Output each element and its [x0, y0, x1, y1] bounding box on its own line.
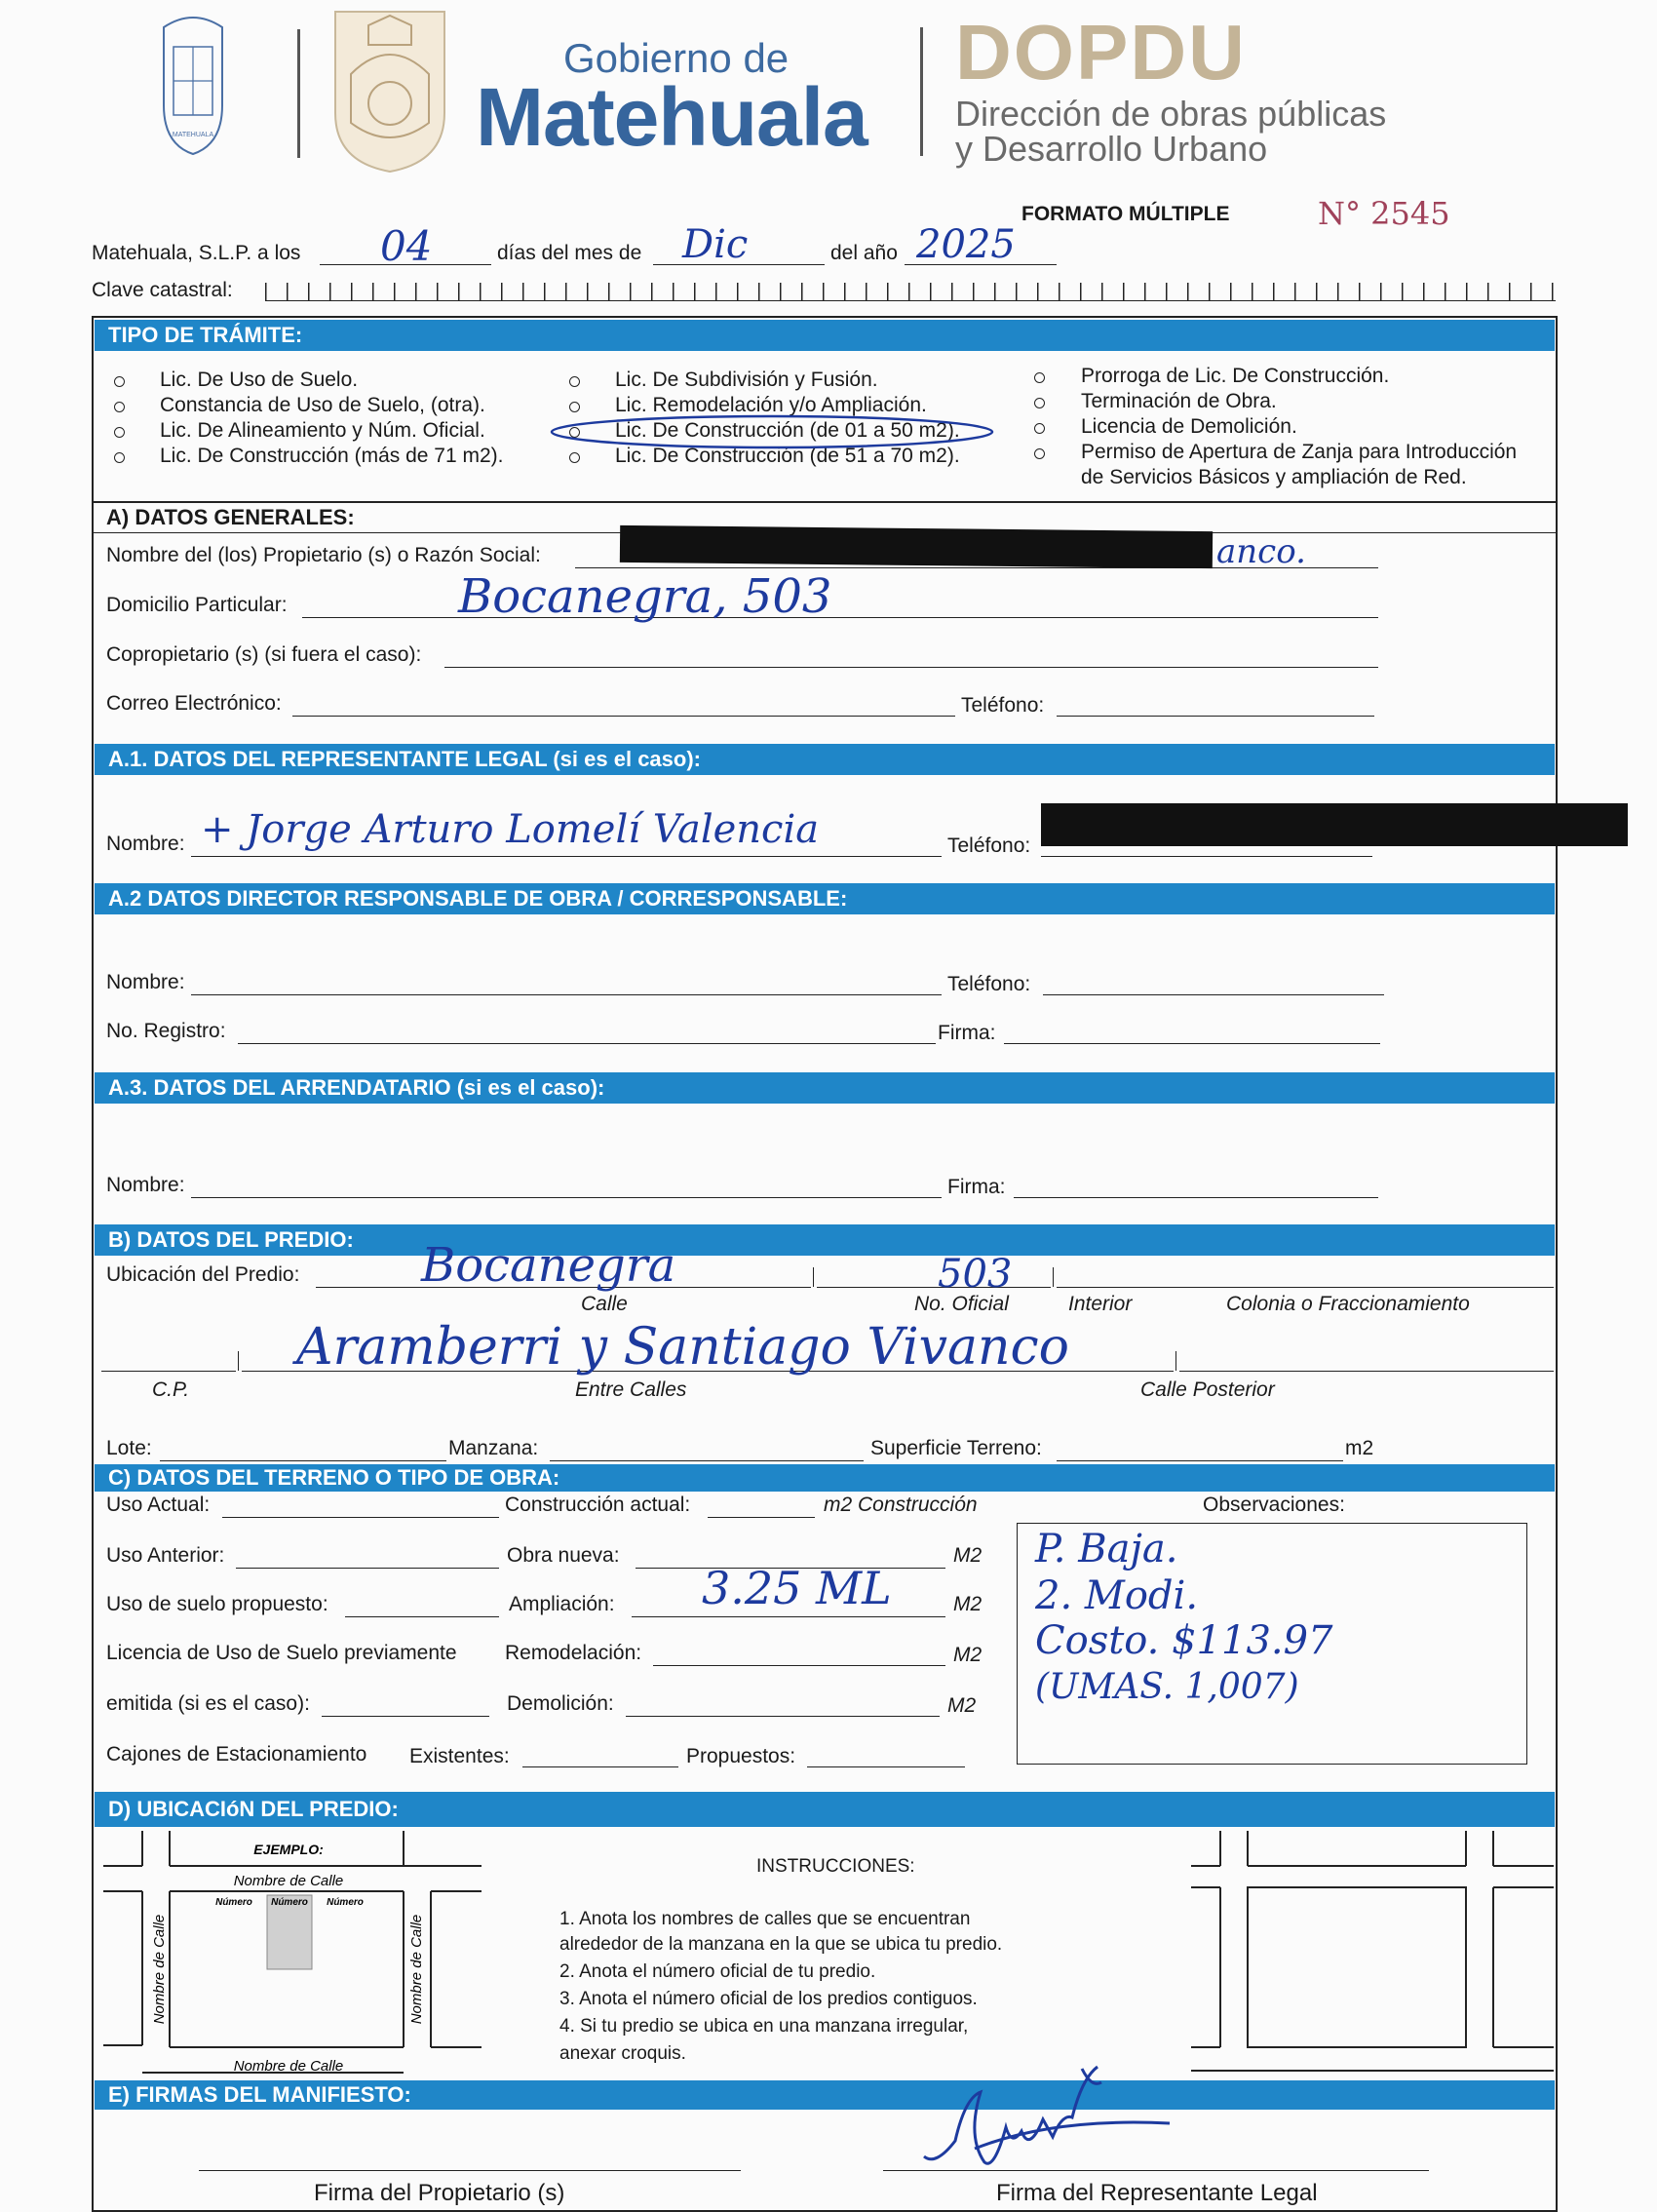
instruccion-4: 3. Anota el número oficial de los predios contiguos.: [559, 1989, 978, 2009]
seal-text: MATEHUALA: [172, 132, 214, 138]
interior-caption: Interior: [1068, 1293, 1133, 1315]
dir-firma-label: Firma:: [938, 1022, 996, 1044]
option-demolicion[interactable]: Licencia de Demolición.: [1081, 415, 1297, 438]
year-label: del año: [830, 242, 898, 264]
uso-actual-label: Uso Actual:: [106, 1494, 211, 1516]
rep-nombre-value: + Jorge Arturo Lomelí Valencia: [201, 807, 820, 852]
uso-suelo-propuesto-field[interactable]: [345, 1616, 499, 1617]
sketch-map-area[interactable]: [1191, 1831, 1556, 2078]
month-value: Dic: [682, 222, 749, 267]
rep-nombre-field[interactable]: [191, 856, 942, 857]
dir-firma-field[interactable]: [1004, 1043, 1380, 1044]
dir-nombre-label: Nombre:: [106, 971, 185, 993]
lote-field[interactable]: [160, 1460, 446, 1461]
ampliacion-field[interactable]: [632, 1616, 945, 1617]
remodelacion-unit: M2: [953, 1644, 983, 1666]
emitida-label: emitida (si es el caso):: [106, 1692, 310, 1715]
option-uso-suelo[interactable]: Lic. De Uso de Suelo.: [160, 369, 359, 391]
arr-nombre-field[interactable]: [191, 1197, 942, 1198]
remodelacion-field[interactable]: [653, 1665, 945, 1666]
option-subdivision[interactable]: Lic. De Subdivisión y Fusión.: [615, 369, 878, 391]
map-street-bottom: Nombre de Calle: [233, 2058, 344, 2075]
obs-line-1: P. Baja.: [1035, 1527, 1178, 1572]
ampliacion-label: Ampliación:: [509, 1593, 615, 1615]
arrendatario-header: A.3. DATOS DEL ARRENDATARIO (si es el caso):: [95, 1072, 1555, 1104]
crest-icon: [329, 6, 450, 175]
selection-circle-mark: [546, 409, 1004, 454]
datos-generales-title: A) DATOS GENERALES:: [106, 505, 355, 529]
ubicacion-header: D) UBICACIóN DEL PREDIO:: [95, 1792, 1555, 1827]
rep-nombre-label: Nombre:: [106, 833, 185, 855]
dir-registro-field[interactable]: [238, 1043, 936, 1044]
option-remodelacion[interactable]: Lic. Remodelación y/o Ampliación.: [615, 394, 927, 416]
arr-firma-field[interactable]: [1014, 1197, 1378, 1198]
form-type: FORMATO MÚLTIPLE: [1021, 203, 1230, 225]
copropietario-field[interactable]: [444, 667, 1378, 668]
map-numero-3: Número: [327, 1897, 364, 1908]
lote-label: Lote:: [106, 1437, 152, 1459]
manzana-label: Manzana:: [448, 1437, 539, 1459]
entre-calles-value: Aramberri y Santiago Vivanco: [296, 1318, 1069, 1377]
propuestos-label: Propuestos:: [686, 1745, 796, 1767]
manzana-field[interactable]: [550, 1460, 864, 1461]
obs-line-3: Costo. $113.97: [1035, 1618, 1333, 1663]
dias-label: días del mes de: [497, 242, 642, 264]
demolicion-label: Demolición:: [507, 1692, 614, 1715]
calle-value: Bocanegra: [421, 1238, 676, 1293]
clave-catastral-boxes[interactable]: [265, 283, 1556, 301]
existentes-label: Existentes:: [409, 1745, 510, 1767]
ampliacion-value: 3.25 ML: [702, 1562, 892, 1614]
instruccion-2: alrededor de la manzana en la que se ubica tu predio.: [559, 1934, 1003, 1955]
superficie-field[interactable]: [1057, 1460, 1343, 1461]
firma-representante-label: Firma del Representante Legal: [996, 2180, 1318, 2206]
entre-calles-caption: Entre Calles: [575, 1378, 687, 1401]
predio-header: B) DATOS DEL PREDIO:: [95, 1224, 1555, 1256]
cp-field[interactable]: [101, 1371, 236, 1372]
domicilio-label: Domicilio Particular:: [106, 594, 288, 616]
superficie-label: Superficie Terreno:: [870, 1437, 1042, 1459]
header-gobierno: Gobierno de: [563, 35, 790, 81]
header-dept-line2: y Desarrollo Urbano: [955, 129, 1268, 169]
map-street-right: Nombre de Calle: [408, 1914, 425, 2025]
correo-field[interactable]: [292, 716, 955, 717]
dir-telefono-label: Teléfono:: [947, 973, 1031, 995]
propuestos-field[interactable]: [807, 1766, 965, 1767]
arr-firma-label: Firma:: [947, 1176, 1006, 1198]
dir-nombre-field[interactable]: [191, 994, 942, 995]
option-construccion-01-50[interactable]: Lic. De Construcción (de 01 a 50 m2).: [615, 419, 960, 442]
construccion-actual-label: Construcción actual:: [505, 1494, 691, 1516]
telefono-field[interactable]: [1057, 716, 1374, 717]
demolicion-field[interactable]: [626, 1716, 940, 1717]
option-alineamiento[interactable]: Lic. De Alineamiento y Núm. Oficial.: [160, 419, 485, 442]
no-oficial-field[interactable]: [817, 1287, 1051, 1288]
option-construccion-mas-71[interactable]: Lic. De Construcción (más de 71 m2).: [160, 445, 504, 467]
firma-propietario-line[interactable]: [199, 2170, 741, 2171]
clave-label: Clave catastral:: [92, 279, 233, 301]
option-apertura-zanja[interactable]: Permiso de Apertura de Zanja para Introducción: [1081, 441, 1518, 463]
instruccion-5: 4. Si tu predio se ubica en una manzana irregular,: [559, 2016, 969, 2037]
remodelacion-label: Remodelación:: [505, 1642, 642, 1664]
obs-line-4: (UMAS. 1,007): [1035, 1667, 1299, 1707]
demolicion-unit: M2: [947, 1694, 977, 1717]
year-value: 2025: [916, 222, 1016, 267]
representante-header: A.1. DATOS DEL REPRESENTANTE LEGAL (si es el caso):: [95, 744, 1555, 775]
correo-label: Correo Electrónico:: [106, 692, 282, 715]
instruccion-6: anexar croquis.: [559, 2043, 686, 2064]
colonia-caption: Colonia o Fraccionamiento: [1226, 1293, 1470, 1315]
municipal-seal-icon: [154, 8, 232, 174]
uso-anterior-field[interactable]: [236, 1568, 499, 1569]
uso-anterior-label: Uso Anterior:: [106, 1544, 225, 1567]
existentes-field[interactable]: [522, 1766, 678, 1767]
cajones-label: Cajones de Estacionamiento: [106, 1743, 367, 1766]
domicilio-value: Bocanegra, 503: [458, 569, 832, 624]
superficie-unit: m2: [1345, 1437, 1374, 1459]
no-oficial-caption: No. Oficial: [914, 1293, 1009, 1315]
firma-propietario-label: Firma del Propietario (s): [314, 2180, 565, 2206]
rep-telefono-field[interactable]: [1041, 856, 1372, 857]
instruccion-3: 2. Anota el número oficial de tu predio.: [559, 1961, 876, 1982]
calle-posterior-field[interactable]: [1179, 1371, 1554, 1372]
ubicacion-label: Ubicación del Predio:: [106, 1263, 300, 1286]
option-construccion-51-70[interactable]: Lic. De Construcción (de 51 a 70 m2).: [615, 445, 960, 467]
construccion-actual-field[interactable]: [708, 1517, 815, 1518]
example-map: [103, 1831, 483, 2078]
redaction-bar: [620, 525, 1213, 568]
obs-line-2: 2. Modi.: [1035, 1573, 1199, 1618]
copropietario-label: Copropietario (s) (si fuera el caso):: [106, 643, 422, 666]
tipo-tramite-header: TIPO DE TRÁMITE:: [95, 320, 1555, 351]
m2-construccion: m2 Construcción: [824, 1494, 978, 1516]
telefono-label: Teléfono:: [961, 694, 1045, 717]
day-value: 04: [380, 222, 433, 270]
colonia-field[interactable]: [1057, 1287, 1554, 1288]
emitida-field[interactable]: [322, 1716, 489, 1717]
option-apertura-zanja-cont: de Servicios Básicos y ampliación de Red.: [1081, 466, 1467, 488]
propietario-value: anco.: [1216, 532, 1306, 571]
director-header: A.2 DATOS DIRECTOR RESPONSABLE DE OBRA / CORRESPONSABLE:: [95, 883, 1555, 914]
terreno-header: C) DATOS DEL TERRENO O TIPO DE OBRA:: [95, 1464, 1555, 1492]
map-numero-1: Número: [215, 1897, 252, 1908]
option-prorroga[interactable]: Prorroga de Lic. De Construcción.: [1081, 365, 1390, 387]
obra-nueva-unit: M2: [953, 1544, 983, 1567]
observaciones-label: Observaciones:: [1203, 1494, 1345, 1516]
obra-nueva-label: Obra nueva:: [507, 1544, 620, 1567]
propietario-label: Nombre del (los) Propietario (s) o Razón Social:: [106, 544, 541, 566]
header-dopdu: DOPDU: [955, 9, 1247, 96]
uso-actual-field[interactable]: [222, 1517, 499, 1518]
folio-number: N° 2545: [1318, 195, 1450, 232]
cp-caption: C.P.: [152, 1378, 190, 1401]
dir-registro-label: No. Registro:: [106, 1020, 226, 1042]
header-dept-line1: Dirección de obras públicas: [955, 94, 1387, 134]
representative-signature: [916, 2059, 1189, 2180]
option-terminacion[interactable]: Terminación de Obra.: [1081, 390, 1277, 412]
licencia-label: Licencia de Uso de Suelo previamente: [106, 1642, 457, 1664]
header-city: Matehuala: [476, 71, 867, 163]
ampliacion-unit: M2: [953, 1593, 983, 1615]
map-street-left: Nombre de Calle: [151, 1914, 168, 2025]
arr-nombre-label: Nombre:: [106, 1174, 185, 1196]
numero-value: 503: [938, 1252, 1013, 1297]
option-constancia-uso-suelo[interactable]: Constancia de Uso de Suelo, (otra).: [160, 394, 485, 416]
redaction-bar: [1041, 803, 1628, 846]
dir-telefono-field[interactable]: [1043, 994, 1384, 995]
firmas-header: E) FIRMAS DEL MANIFIESTO:: [95, 2080, 1555, 2110]
rep-telefono-label: Teléfono:: [947, 834, 1031, 857]
uso-suelo-propuesto-label: Uso de suelo propuesto:: [106, 1593, 328, 1615]
instrucciones-title: INSTRUCCIONES:: [756, 1856, 915, 1877]
place-prefix: Matehuala, S.L.P. a los: [92, 242, 301, 264]
map-street-top: Nombre de Calle: [233, 1873, 344, 1889]
instruccion-1: 1. Anota los nombres de calles que se encuentran: [559, 1909, 971, 1929]
ejemplo-label: EJEMPLO:: [253, 1842, 324, 1857]
map-numero-2: Número: [271, 1897, 308, 1908]
calle-caption: Calle: [581, 1293, 628, 1315]
calle-posterior-caption: Calle Posterior: [1140, 1378, 1275, 1401]
